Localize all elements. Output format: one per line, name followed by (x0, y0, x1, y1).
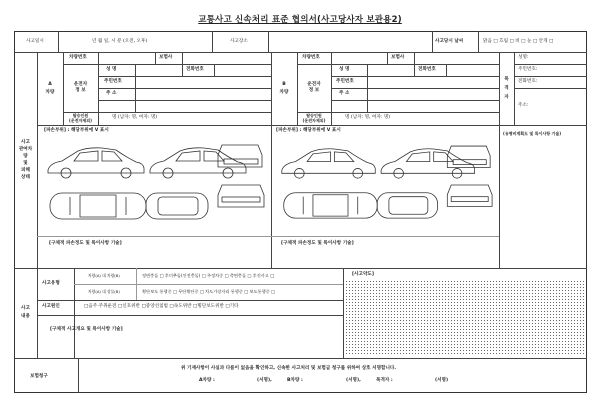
insurance-claim-label: 보험청구 (30, 374, 48, 379)
witness-address-label: 주소: (518, 103, 529, 108)
accident-place-label: 사고장소 (230, 39, 248, 44)
party-a-damage-label: [파손부위] : 해당부위에 V 표시 (44, 128, 109, 133)
party-b-damage-label: [파손부위] : 해당부위에 V 표시 (276, 128, 341, 133)
party-b-damage-note: [구체적 파손정도 및 특이사항 기술] (281, 241, 354, 246)
accident-cause-label: 사고원인 (42, 304, 60, 309)
party-a-address-label: 주 소 (106, 91, 117, 96)
party-a-phone-label: 전화번호 (186, 67, 204, 72)
document-title: 교통사고 신속처리 표준 협의서(사고당사자 보관용2) (198, 15, 402, 25)
party-a-damage-note: [구체적 파손정도 및 특이사항 기술] (49, 241, 122, 246)
confirmation-statement: 위 기재사항이 사실과 다름이 없음을 확인하고, 신속한 사고처리 및 보험금 청구를 위하여 상호 서명합니다. (181, 366, 397, 371)
section-accident-content-label: 사고 내용 (21, 306, 30, 319)
party-b-passengers-label: 탑승인원 (운전자제외) (302, 112, 326, 123)
party-b-insurer-label: 보험사 (391, 55, 405, 60)
accident-sketch-label: [사고약도] (352, 272, 374, 277)
party-b-phone-label: 전화번호 (418, 67, 436, 72)
accident-type-vp-options[interactable]: 횡단보도 통행중 □ 무단횡단중 □ 차도가장자리 통행중 □ 보도통행중 □ (142, 289, 275, 294)
party-a-vehicle-no-label: 차량번호 (69, 55, 87, 60)
signature-a-mark[interactable]: (서명), (257, 378, 272, 383)
party-a-label: A 차량 (45, 81, 55, 95)
witness-phone-label: 전화번호: (518, 79, 538, 84)
party-b-address-label: 주 소 (339, 91, 350, 96)
signature-a-label: A차량 : (199, 378, 215, 383)
party-a-resident-no-label: 주민번호 (104, 79, 122, 84)
witness-resident-no-label: 주민번호: (518, 67, 538, 72)
witness-sketch-label: (유형비계획도 및 특이사항 기술) (503, 131, 562, 136)
accident-type-vv-options[interactable]: 정면충돌 □ 후미추돌(인전충돌) □ 주정차중 □ 측면충돌 □ 후진사고 □ (142, 273, 275, 278)
weather-options: 맑음 □ 흐림 □ 비 □ 눈 □ 안개 □ (483, 39, 554, 44)
signature-b-mark[interactable]: (서명), (346, 378, 361, 383)
party-a-name-label: 성 명 (106, 67, 117, 72)
party-b-resident-no-label: 주민번호 (336, 79, 354, 84)
accident-type-vp-head: 차량(A) 대 장물(B) (88, 289, 120, 294)
party-b-vehicle-no-label: 차량번호 (302, 55, 320, 60)
party-a-driver-info-label: 운전자 정 보 (73, 82, 88, 93)
signature-b-label: B차량 : (287, 378, 303, 383)
party-a-passengers-label: 탑승인원 (운전자제외) (69, 112, 92, 123)
witness-name-label: 성명: (518, 55, 529, 60)
accident-cause-options[interactable]: □음주·주취운전 □신호위반 □중앙선침범 □속도위반 □횡단보도위반 □기타 (84, 304, 239, 309)
accident-datetime-format: 년 월 일, 시 분 (오전, 오후) (92, 39, 148, 44)
party-a-insurer-label: 보험사 (159, 55, 173, 60)
weather-label: 사고당시 날씨 (435, 39, 464, 44)
accident-type-label: 사고유형 (42, 281, 60, 286)
accident-sketch-grid[interactable] (345, 280, 585, 356)
party-b-name-label: 성 명 (339, 67, 350, 72)
party-b-label: B 차량 (279, 81, 289, 95)
accident-note-label: [구체적 사고개요 및 특이사항 기술] (50, 327, 123, 332)
signature-witness-label: 목격자 : (376, 378, 393, 383)
party-b-car-diagram[interactable] (274, 135, 496, 235)
party-b-driver-info-label: 운전자 정 보 (307, 82, 321, 93)
party-a-car-diagram[interactable] (40, 135, 268, 235)
signature-witness-mark[interactable]: (서명) (435, 378, 449, 383)
party-a-passenger-count: 명 (남자: 명, 여자: 명) (112, 115, 158, 120)
accident-type-vv-head: 차량(A) 대 차량(B) (88, 273, 120, 278)
accident-datetime-label: 사고일시 (26, 39, 44, 44)
witness-label: 목 격 자 (504, 77, 509, 100)
party-b-passenger-count: 명 (남자: 명, 여자: 명) (345, 115, 391, 120)
section-vehicle-damage-label: 사고 관여차 량 및 피해 상태 (18, 140, 33, 180)
